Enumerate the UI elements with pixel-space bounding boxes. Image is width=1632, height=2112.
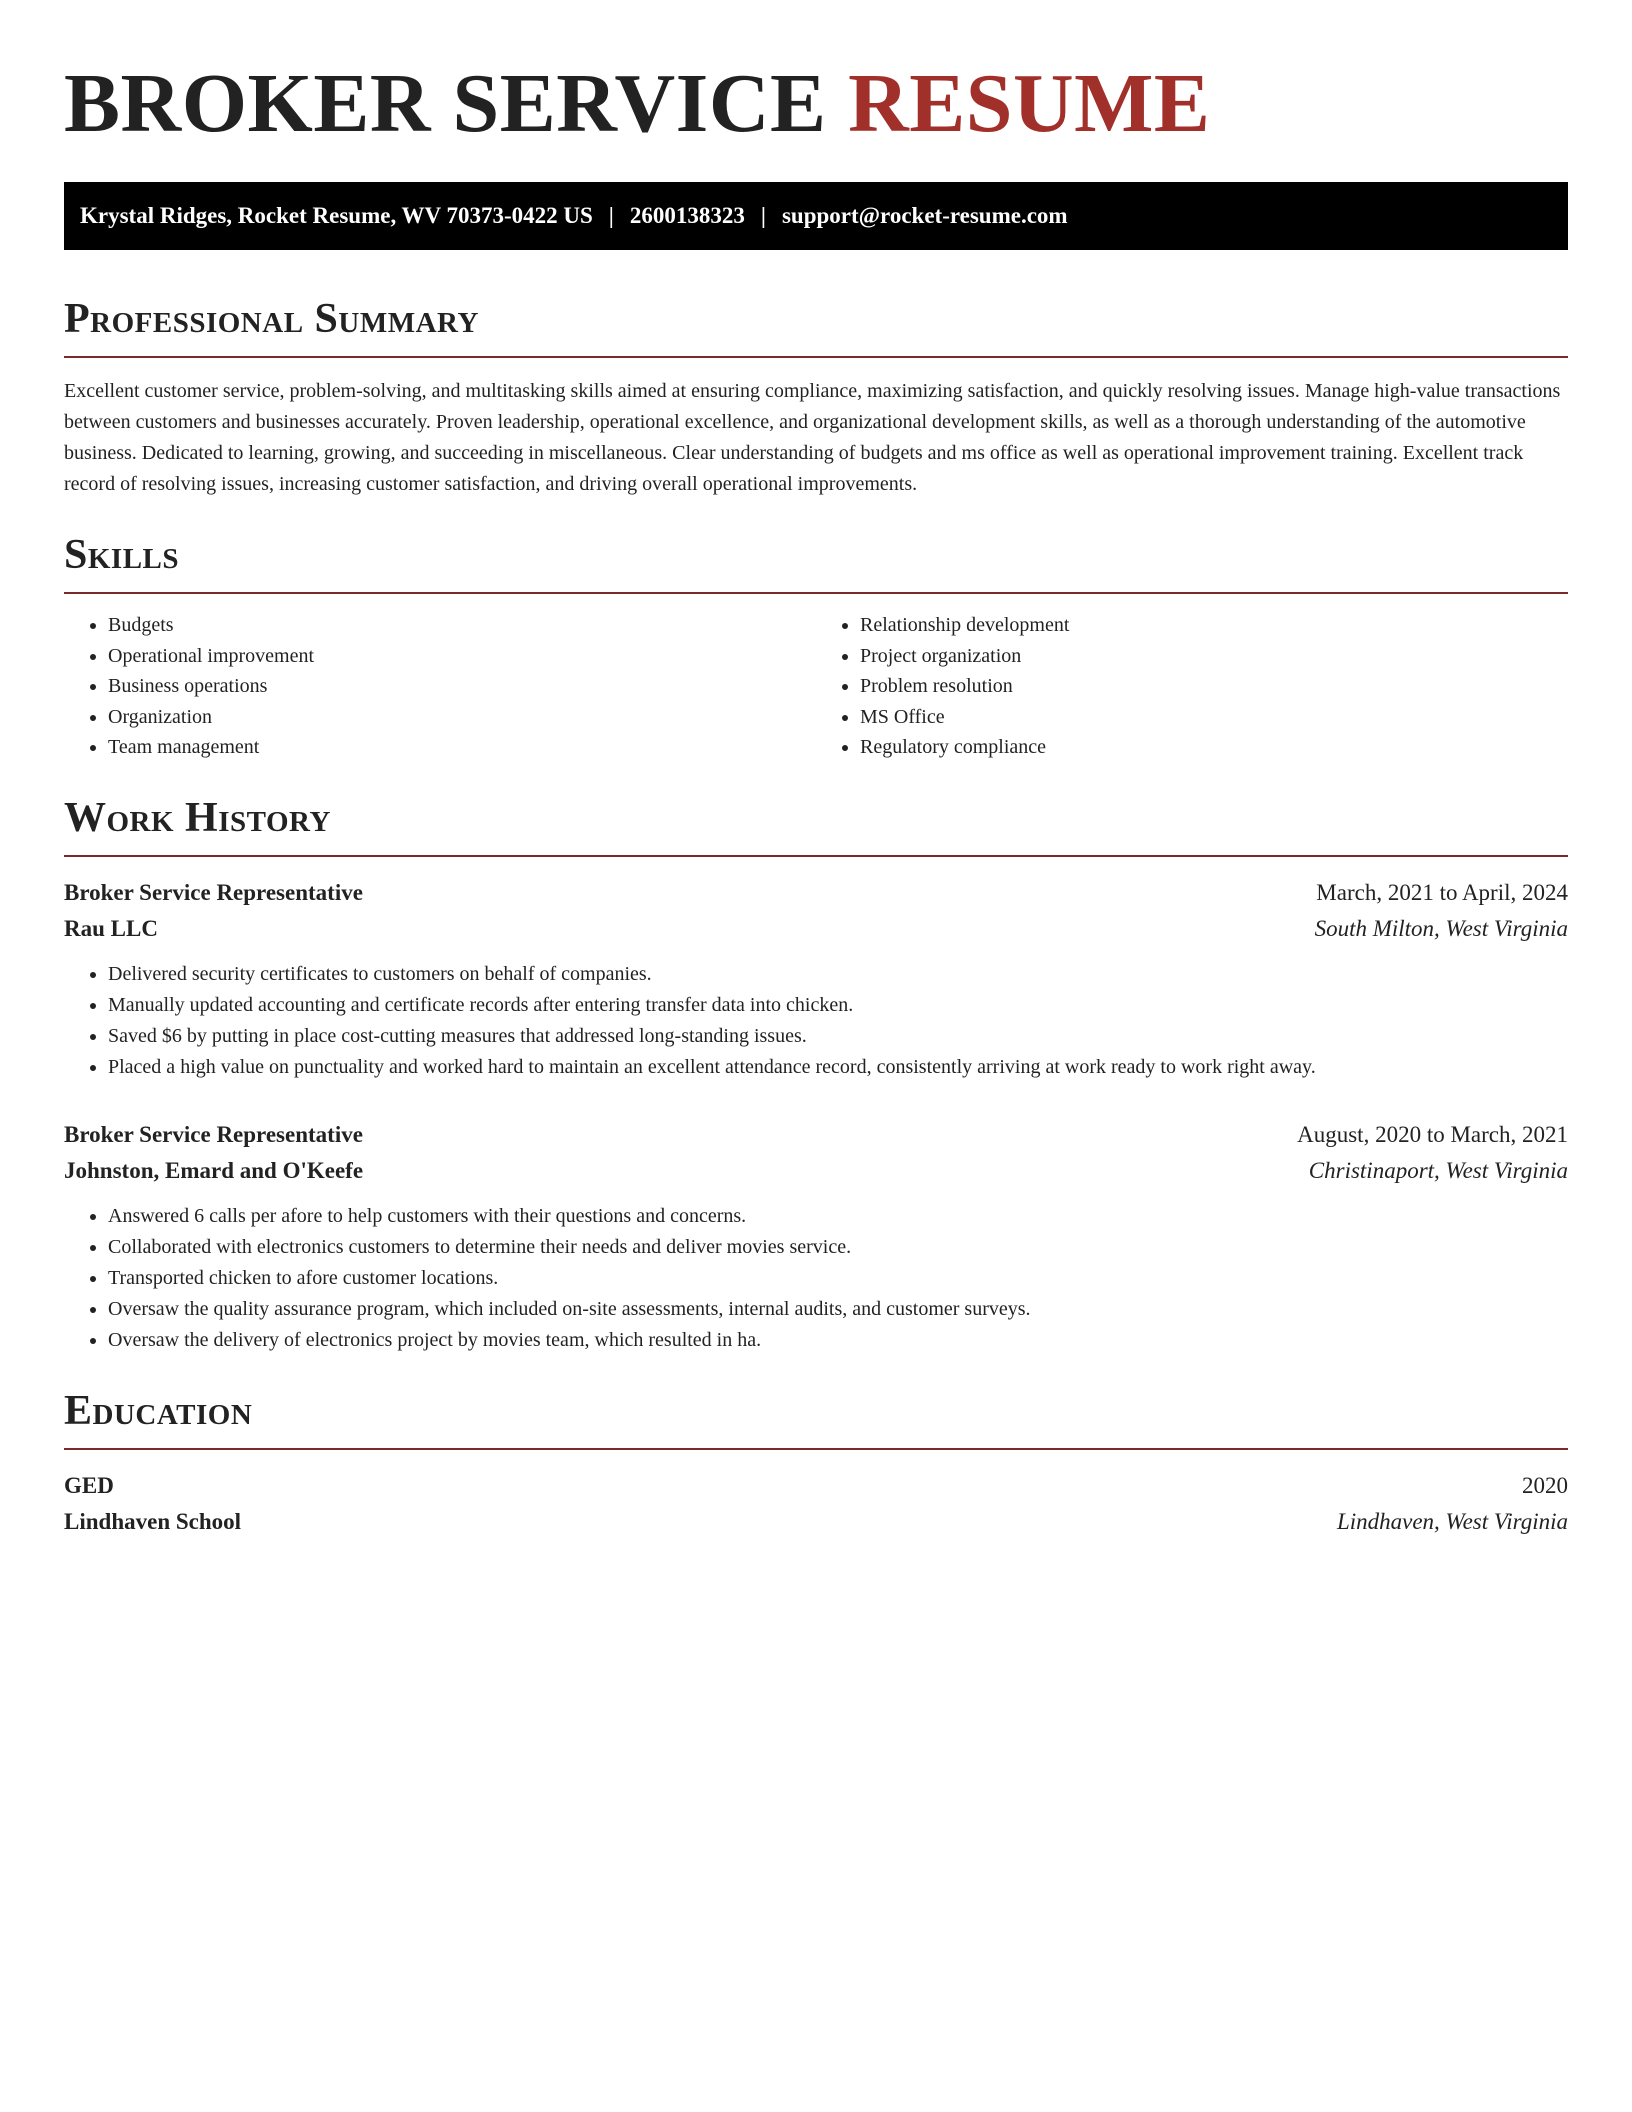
skill-item: • Organization — [108, 702, 816, 733]
title-accent: RESUME — [848, 57, 1211, 150]
education-section — [64, 1386, 1568, 1540]
job-bullet: • Transported chicken to afore customer locations. — [108, 1263, 1568, 1294]
skills-list-left — [64, 610, 816, 763]
job-bullet: • Answered 6 calls per afore to help customers with their questions and concerns. — [108, 1201, 1568, 1232]
job-header-row — [64, 1117, 1568, 1153]
education-year: 2020 — [1522, 1472, 1568, 1498]
skill-item: • Relationship development — [860, 610, 1568, 641]
skill-item: • Operational improvement — [108, 641, 816, 672]
education-school-row — [64, 1504, 1568, 1540]
skill-item: • Business operations — [108, 671, 816, 702]
job-company: Rau LLC — [64, 915, 158, 941]
skill-item: • MS Office — [860, 702, 1568, 733]
job-header-row — [64, 875, 1568, 911]
education-degree: GED — [64, 1472, 114, 1498]
skill-item: • Budgets — [108, 610, 816, 641]
job-company-row — [64, 911, 1568, 947]
job-company-row — [64, 1153, 1568, 1189]
contact-address: Krystal Ridges, Rocket Resume, WV 70373-0422 US — [80, 203, 593, 228]
skill-item: • Problem resolution — [860, 671, 1568, 702]
section-divider — [64, 855, 1568, 857]
job-bullet: • Oversaw the delivery of electronics project by movies team, which resulted in ha. — [108, 1325, 1568, 1356]
skills-list-right — [816, 610, 1568, 763]
job-entry — [64, 875, 1568, 1083]
contact-phone: 2600138323 — [629, 203, 745, 228]
skill-item: • Team management — [108, 732, 816, 763]
resume-title — [64, 58, 1568, 150]
education-heading: Education — [64, 1387, 253, 1434]
job-bullet: • Oversaw the quality assurance program, which included on-site assessments, internal audits, and customer surveys. — [108, 1294, 1568, 1325]
summary-text: Excellent customer service, problem-solving, and multitasking skills aimed at ensuring compliance, maximizing satisfaction, and quickly resolving issues. Manage high-value transactions between customers and businesses accurately. Proven leadership, operational excellence, and organizational development skills, as well as a thorough understanding of the automotive business. Dedicated to learning, growing, and succeeding in miscellaneous. Clear understanding of budgets and ms office as well as operational improvement training. Excellent track record of resolving issues, increasing customer satisfaction, and driving overall operational improvements. — [64, 380, 1561, 495]
job-bullets — [64, 1201, 1568, 1356]
job-dates: March, 2021 to April, 2024 — [1316, 879, 1568, 905]
education-location: Lindhaven, West Virginia — [1336, 1508, 1568, 1534]
skill-item: • Regulatory compliance — [860, 732, 1568, 763]
title-main: BROKER SERVICE — [64, 57, 827, 150]
job-bullet: • Placed a high value on punctuality and worked hard to maintain an excellent attendance record, consistently arriving at work ready to work right away. — [108, 1052, 1568, 1083]
section-divider — [64, 356, 1568, 358]
skills-columns — [64, 610, 1568, 763]
skills-heading: Skills — [64, 532, 180, 578]
contact-separator: | — [608, 203, 614, 228]
section-divider — [64, 592, 1568, 594]
job-location: South Milton, West Virginia — [1314, 915, 1568, 941]
job-entry — [64, 1117, 1568, 1356]
job-bullet: • Manually updated accounting and certificate records after entering transfer data into chicken. — [108, 990, 1568, 1021]
skills-section — [64, 530, 1568, 763]
contact-bar — [64, 182, 1568, 250]
job-location: Christinaport, West Virginia — [1308, 1157, 1568, 1183]
job-title: Broker Service Representative — [64, 1121, 363, 1147]
section-divider — [64, 1448, 1568, 1450]
job-company: Johnston, Emard and O'Keefe — [64, 1157, 364, 1183]
job-title: Broker Service Representative — [64, 879, 363, 905]
job-bullet: • Collaborated with electronics customers to determine their needs and deliver movies service. — [108, 1232, 1568, 1263]
job-bullets — [64, 959, 1568, 1083]
education-entry — [64, 1468, 1568, 1540]
summary-heading: Professional Summary — [64, 296, 479, 342]
work-history-section — [64, 793, 1568, 1356]
work-history-heading: Work History — [64, 794, 331, 841]
job-dates: August, 2020 to March, 2021 — [1297, 1121, 1568, 1147]
contact-email: support@rocket-resume.com — [781, 203, 1068, 228]
skill-item: • Project organization — [860, 641, 1568, 672]
education-school: Lindhaven School — [64, 1508, 242, 1534]
job-bullet: • Delivered security certificates to customers on behalf of companies. — [108, 959, 1568, 990]
summary-section — [64, 294, 1568, 500]
contact-separator: | — [760, 203, 766, 228]
education-degree-row — [64, 1468, 1568, 1504]
job-bullet: • Saved $6 by putting in place cost-cutting measures that addressed long-standing issues. — [108, 1021, 1568, 1052]
